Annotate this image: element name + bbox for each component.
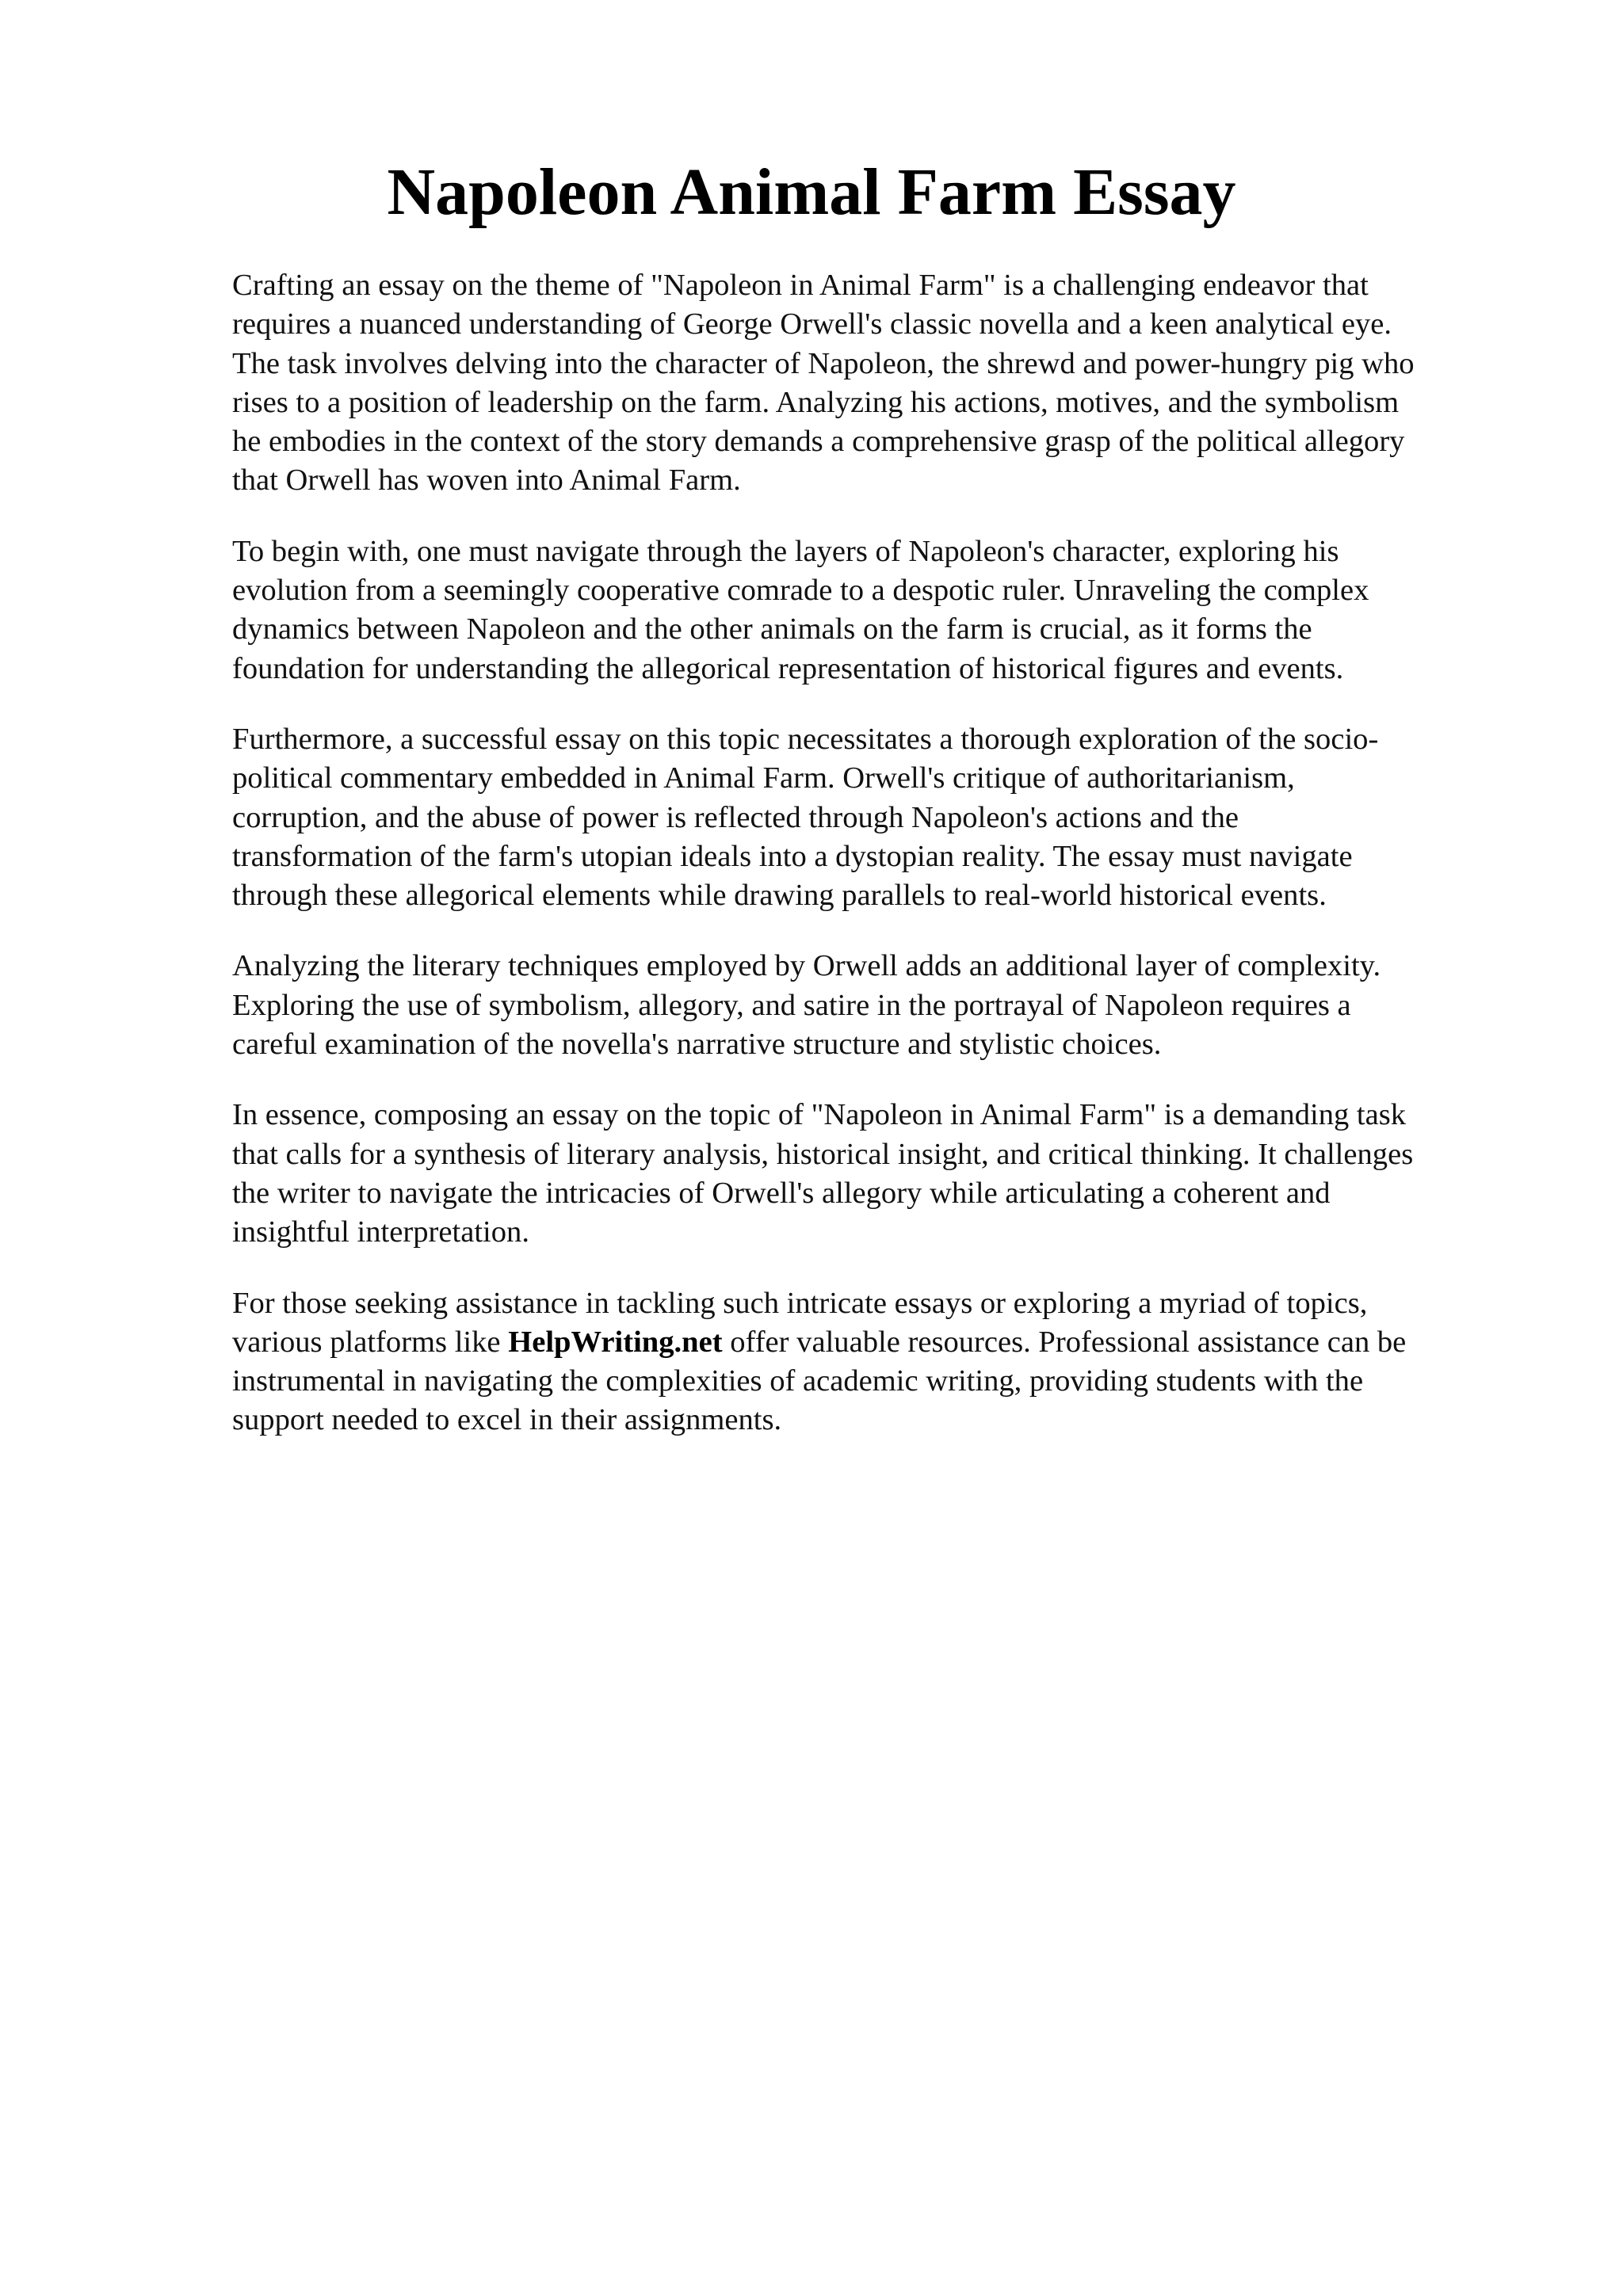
- text-line: Analyzing the literary techniques employed by Orwell adds an additional layer of complexity.: [232, 949, 1381, 983]
- text-line: instrumental in navigating the complexities of academic writing, providing students with the: [232, 1364, 1364, 1398]
- text-line: rises to a position of leadership on the farm. Analyzing his actions, motives, and the symbolism: [232, 385, 1400, 419]
- text-line: dynamics between Napoleon and the other animals on the farm is crucial, as it forms the: [232, 612, 1312, 646]
- text-line: that Orwell has woven into Animal Farm.: [232, 463, 741, 498]
- helpwriting-brand-name: HelpWriting.net: [508, 1325, 723, 1359]
- text-line: Crafting an essay on the theme of "Napoleon in Animal Farm" is a challenging endeavor that: [232, 269, 1369, 302]
- text-line: support needed to excel in their assignments.: [232, 1403, 782, 1437]
- page-title: Napoleon Animal Farm Essay: [387, 155, 1236, 229]
- paragraph-techniques: [232, 947, 1524, 1064]
- text-line: insightful interpretation.: [232, 1215, 529, 1249]
- text-line: transformation of the farm's utopian ideals into a dystopian reality. The essay must navigate: [232, 839, 1353, 873]
- text-line: foundation for understanding the allegorical representation of historical figures and events.: [232, 651, 1344, 685]
- paragraph-intro: [232, 266, 1524, 501]
- text-line: that calls for a synthesis of literary analysis, historical insight, and critical thinking. It challenges: [232, 1137, 1414, 1171]
- text-segment: offer valuable resources. Professional assistance can be: [722, 1325, 1407, 1359]
- text-line: The task involves delving into the character of Napoleon, the shrewd and power-hungry pig who: [232, 346, 1415, 380]
- text-line: Furthermore, a successful essay on this topic necessitates a thorough exploration of the socio-: [232, 722, 1379, 756]
- text-line: the writer to navigate the intricacies of Orwell's allegory while articulating a coherent and: [232, 1176, 1331, 1210]
- text-line: evolution from a seemingly cooperative comrade to a despotic ruler. Unraveling the complex: [232, 574, 1369, 608]
- text-segment: various platforms like: [232, 1325, 509, 1359]
- text-line: To begin with, one must navigate through the layers of Napoleon's character, exploring his: [232, 534, 1339, 568]
- text-line: he embodies in the context of the story demands a comprehensive grasp of the political allegory: [232, 425, 1405, 459]
- text-line: through these allegorical elements while drawing parallels to real-world historical events.: [232, 879, 1327, 913]
- paragraph-commentary: [232, 720, 1524, 915]
- text-line: Exploring the use of symbolism, allegory, and satire in the portrayal of Napoleon requires a: [232, 988, 1351, 1022]
- text-line: In essence, composing an essay on the topic of "Napoleon in Animal Farm" is a demanding task: [232, 1098, 1407, 1132]
- text-line: political commentary embedded in Animal Farm. Orwell's critique of authoritarianism,: [232, 761, 1295, 795]
- text-line: requires a nuanced understanding of George Orwell's classic novella and a keen analytical eye.: [232, 307, 1392, 341]
- paragraph-assistance: [232, 1284, 1524, 1440]
- text-line: For those seeking assistance in tackling such intricate essays or exploring a myriad of topics,: [232, 1286, 1368, 1320]
- text-line: careful examination of the novella's narrative structure and stylistic choices.: [232, 1028, 1162, 1062]
- paragraph-essence: [232, 1096, 1524, 1252]
- paragraph-character: [232, 532, 1524, 688]
- text-line: corruption, and the abuse of power is reflected through Napoleon's actions and the: [232, 800, 1239, 834]
- text-line-with-brand: [232, 1323, 1524, 1362]
- essay-body: [232, 266, 1524, 1472]
